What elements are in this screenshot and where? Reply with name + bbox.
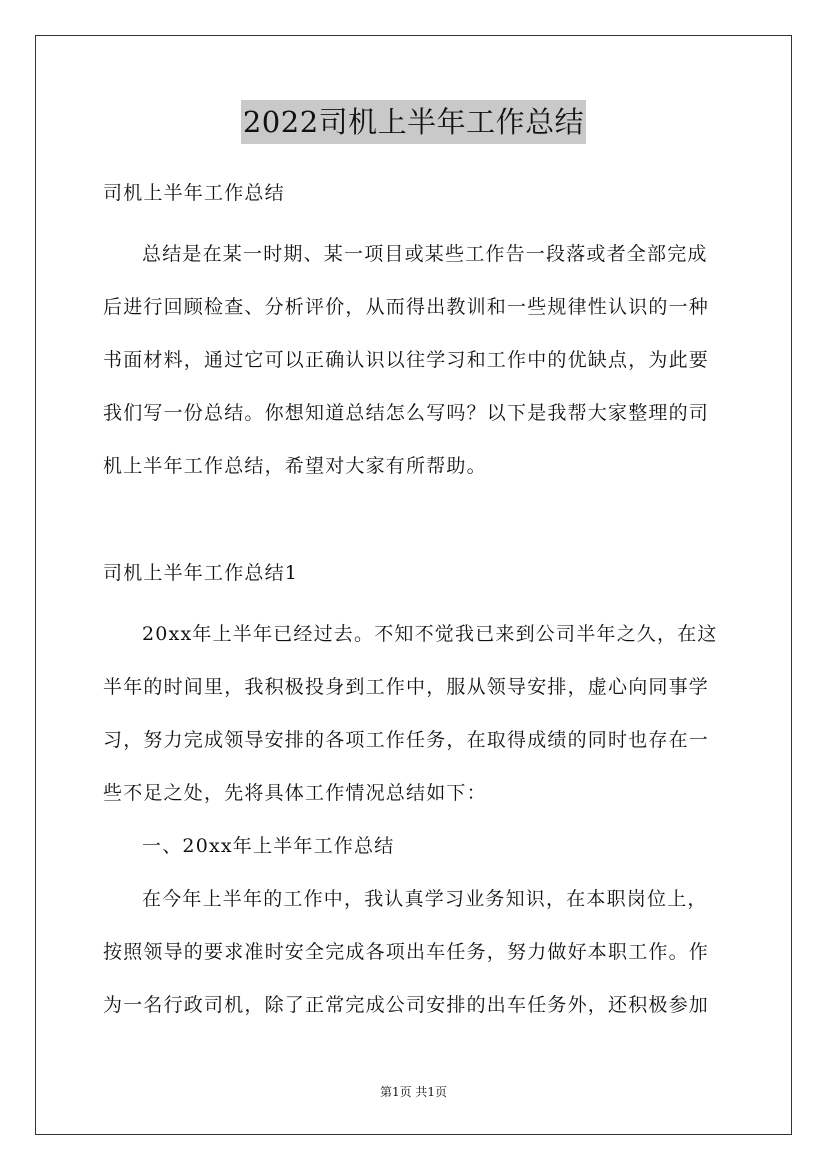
intro-line: 我们写一份总结。你想知道总结怎么写吗？以下是我帮大家整理的司 [103, 402, 710, 424]
title-container [0, 100, 827, 144]
heading-1: 司机上半年工作总结 [103, 182, 285, 204]
section-heading: 一、20xx年上半年工作总结 [142, 835, 395, 857]
intro-line: 书面材料，通过它可以正确认识以往学习和工作中的优缺点，为此要 [103, 349, 710, 371]
para1-line: 习，努力完成领导安排的各项工作任务，在取得成绩的同时也存在一 [103, 729, 710, 751]
page-footer: 第1页 共1页 [379, 1085, 448, 1099]
para1-line: 半年的时间里，我积极投身到工作中，服从领导安排，虚心向同事学 [103, 676, 710, 698]
intro-line: 机上半年工作总结，希望对大家有所帮助。 [103, 455, 487, 477]
intro-line: 总结是在某一时期、某一项目或某些工作告一段落或者全部完成 [142, 243, 708, 265]
para1-line: 些不足之处，先将具体工作情况总结如下： [103, 782, 487, 804]
para2-line: 按照领导的要求准时安全完成各项出车任务，努力做好本职工作。作 [103, 941, 710, 963]
para2-line: 为一名行政司机，除了正常完成公司安排的出车任务外，还积极参加 [103, 994, 710, 1016]
document-body [103, 175, 727, 1032]
spacer [103, 493, 727, 555]
para2-line: 在今年上半年的工作中，我认真学习业务知识，在本职岗位上， [142, 888, 708, 910]
para1-line: 20xx年上半年已经过去。不知不觉我已来到公司半年之久，在这 [142, 623, 718, 645]
intro-paragraph [103, 228, 727, 493]
paragraph-1 [103, 608, 727, 1032]
intro-line: 后进行回顾检查、分析评价，从而得出教训和一些规律性认识的一种 [103, 296, 710, 318]
heading-2: 司机上半年工作总结1 [103, 562, 299, 584]
document-title: 2022司机上半年工作总结 [241, 100, 586, 144]
